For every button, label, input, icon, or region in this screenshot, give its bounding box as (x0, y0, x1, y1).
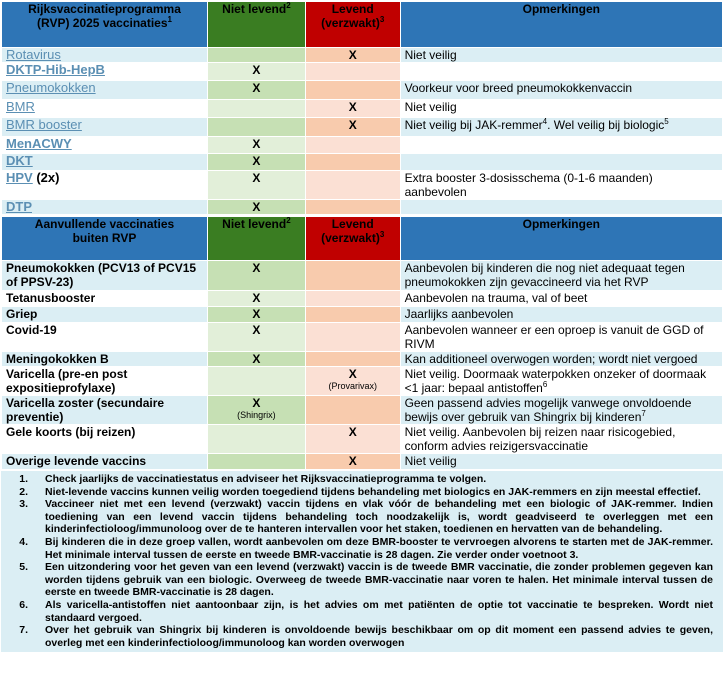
niet-levend-cell (208, 48, 306, 63)
niet-levend-cell (208, 118, 306, 137)
niet-levend-cell: X (208, 154, 306, 171)
remark-text: Niet veilig. Doormaak waterpokken onzeker of doormaak <1 jaar: bepaal antistoffen (404, 367, 707, 395)
footnote-text: Een uitzondering voor het geven van een levend (verzwakt) vaccin is de tweede BMR vaccinatie, die zonder problemen gegeven kan worden tijdens gebruik van een biologic. Overweeg de tweede BMR-vaccinatie naar voren te halen. Het minimale interval tussen de eerste en tweede BMR-vaccinatie is 28 dagen. (45, 561, 713, 599)
remark-cell (400, 396, 722, 425)
table-row (2, 291, 723, 307)
footnote-number: 1. (19, 473, 28, 485)
levend-cell (305, 323, 400, 352)
remark-text: Voorkeur voor breed pneumokokkenvaccin (404, 81, 633, 95)
levend-cell (305, 396, 400, 425)
vaccine-cell (2, 81, 208, 100)
niet-levend-cell (208, 352, 306, 367)
footnote-number: 7. (19, 624, 28, 637)
footnote (1, 624, 723, 649)
remark-footnote-ref: 6 (542, 380, 548, 389)
remark-cell (400, 367, 722, 396)
levend-cell: X (305, 48, 400, 63)
footnote-number: 6. (19, 598, 28, 611)
rvp-table (1, 1, 723, 215)
remark-text: Aanbevolen wanneer er een oproep is vanuit de GGD of RIVM (404, 323, 704, 351)
extra-table (1, 216, 723, 470)
niet-levend-mark: X (252, 323, 261, 337)
vaccine-name: Tetanusbooster (2, 291, 208, 307)
footnote (1, 486, 723, 499)
niet-levend-brand: (Shingrix) (237, 410, 276, 420)
remark-text: Aanbevolen na trauma, val of beet (404, 291, 588, 305)
vaccine-name: Griep (2, 307, 208, 323)
vaccine-name: Overige levende vaccins (2, 454, 208, 470)
table-row (2, 307, 723, 323)
remark-text: Geen passend advies mogelijk vanwege onvoldoende bewijs over gebruik van Shingrix bij kinderen (404, 396, 692, 424)
remark-text: Extra booster 3-dosisschema (0-1-6 maanden) aanbevolen (404, 171, 653, 199)
footnote-text: Bij kinderen die in deze groep vallen, wordt aanbevolen om deze BMR-booster te vervroegen alvorens te starten met de JAK-remmer. Het minimale interval tussen de eerste en tweede BMR-vaccinatie is 28 dagen. Zie verder onder voetnoot 3. (45, 535, 713, 561)
vaccine-name: Varicella (pre-en post expositieprofylaxe) (2, 367, 208, 396)
vaccine-cell (2, 171, 208, 200)
levend-mark: X (348, 454, 357, 468)
niet-levend-cell (208, 100, 306, 118)
levend-mark: X (348, 425, 357, 439)
header-niet-levend: Niet levend$^2$ (208, 217, 306, 261)
remark-text: Aanbevolen bij kinderen die nog niet adequaat tegen pneumokokken zijn gevaccineerd via het RVP (404, 261, 685, 289)
table-row (2, 154, 723, 171)
niet-levend-cell: X (208, 200, 306, 215)
table-row (2, 454, 723, 470)
niet-levend-cell (208, 454, 306, 470)
remark-footnote-ref: 7 (641, 409, 646, 418)
levend-cell (305, 137, 400, 154)
remark-text: Niet veilig (404, 48, 457, 62)
levend-cell (305, 454, 400, 470)
niet-levend-cell (208, 425, 306, 454)
remark-text-tail: . Wel veilig bij biologic (547, 118, 665, 132)
footnote-number: 2. (19, 485, 28, 498)
table-row (2, 63, 723, 81)
footnote (1, 498, 723, 536)
footnotes (1, 471, 723, 652)
table-row (2, 100, 723, 118)
levend-cell (305, 200, 400, 215)
vaccine-name: Meningokokken B (2, 352, 208, 367)
levend-cell (305, 63, 400, 81)
table-row (2, 48, 723, 63)
remark-text: Niet veilig (404, 100, 457, 114)
remark-cell (400, 48, 722, 63)
remark-cell (400, 81, 722, 100)
remark-cell (400, 291, 722, 307)
niet-levend-mark: X (252, 261, 261, 275)
footnote-text: Vaccineer niet met een levend (verzwakt) vaccin tijdens en vlak vóór de behandeling met een biologic of JAK-remmer. Indien toediening van een levend vaccin tijdens behandeling toch noodzakelijk is, wordt geadviseerd te overleggen met een kinderinfectioloog/immunoloog over de te hanteren intervallen voor het staken, toedienen en hervatten van de behandeling. (45, 498, 713, 536)
remark-cell (400, 171, 722, 200)
extra-header-title: Aanvullende vaccinaties buiten RVP (2, 217, 208, 261)
footnote-number: 5. (19, 561, 28, 574)
levend-cell (305, 261, 400, 291)
vaccine-link[interactable]: BMR booster (6, 117, 82, 132)
header-levend: Levend (verzwakt)$^3$ (305, 2, 400, 48)
vaccine-link[interactable]: HPV (6, 170, 33, 185)
vaccine-name: Varicella zoster (secundaire preventie) (2, 396, 208, 425)
footnote-text: Niet-levende vaccins kunnen veilig worden toegediend tijdens behandeling met biologics en JAK-remmers en zijn meestal effectief. (45, 485, 701, 498)
table-row (2, 171, 723, 200)
niet-levend-cell (208, 307, 306, 323)
table-row (2, 367, 723, 396)
rvp-header-row (2, 2, 723, 48)
remark-cell (400, 63, 722, 81)
vaccine-cell (2, 154, 208, 171)
remark-cell (400, 100, 722, 118)
extra-header-row (2, 217, 723, 261)
vaccination-overview (1, 1, 723, 652)
remark-footnote-ref: 4 (542, 117, 548, 126)
table-row (2, 425, 723, 454)
levend-cell (305, 425, 400, 454)
levend-cell (305, 352, 400, 367)
remark-cell (400, 425, 722, 454)
footnote-text: Check jaarlijks de vaccinatiestatus en adviseer het Rijksvaccinatieprogramma te volgen. (45, 473, 487, 485)
vaccine-link[interactable]: BMR (6, 99, 35, 114)
header-opmerkingen: Opmerkingen (400, 2, 722, 48)
niet-levend-mark: X (252, 396, 261, 410)
table-row (2, 81, 723, 100)
levend-mark: X (348, 367, 357, 381)
remark-cell (400, 307, 722, 323)
header-levend: Levend (verzwakt)$^3$ (305, 217, 400, 261)
vaccine-name: Pneumokokken (PCV13 of PCV15 of PPSV-23) (2, 261, 208, 291)
vaccine-link[interactable]: DKT (6, 153, 33, 168)
levend-cell (305, 154, 400, 171)
footnote (1, 561, 723, 599)
header-niet-levend: Niet levend$^2$ (208, 2, 306, 48)
footnote-number: 4. (19, 535, 28, 548)
remark-cell (400, 352, 722, 367)
table-row (2, 261, 723, 291)
remark-footnote-ref: 5 (664, 117, 669, 126)
niet-levend-cell: X (208, 81, 306, 100)
footnote-number: 3. (19, 498, 28, 511)
vaccine-cell (2, 100, 208, 118)
levend-cell (305, 367, 400, 396)
remark-cell (400, 154, 722, 171)
levend-brand: (Provarivax) (328, 381, 377, 391)
niet-levend-cell: X (208, 137, 306, 154)
vaccine-cell (2, 137, 208, 154)
niet-levend-cell (208, 261, 306, 291)
table-row (2, 352, 723, 367)
remark-cell (400, 118, 722, 137)
rvp-header-title: Rijksvaccinatieprogramma (RVP) 2025 vaccinaties$^1$ (2, 2, 208, 48)
table-row (2, 118, 723, 137)
niet-levend-cell (208, 291, 306, 307)
remark-text: Jaarlijks aanbevolen (404, 307, 514, 321)
vaccine-link[interactable]: DKTP-Hib-HepB (6, 62, 105, 77)
header-opmerkingen: Opmerkingen (400, 217, 722, 261)
vaccine-link[interactable]: Pneumokokken (6, 80, 96, 95)
levend-cell (305, 291, 400, 307)
remark-cell (400, 137, 722, 154)
levend-cell: X (305, 118, 400, 137)
levend-cell (305, 81, 400, 100)
remark-text: Kan additioneel overwogen worden; wordt niet vergoed (404, 352, 698, 366)
vaccine-name: Gele koorts (bij reizen) (2, 425, 208, 454)
vaccine-link[interactable]: MenACWY (6, 136, 72, 151)
remark-text: Niet veilig. Aanbevolen bij reizen naar risicogebied, conform advies reizigersvaccinatie (404, 425, 676, 453)
niet-levend-cell (208, 367, 306, 396)
niet-levend-cell: X (208, 63, 306, 81)
remark-cell (400, 454, 722, 470)
footnote (1, 599, 723, 624)
vaccine-cell (2, 63, 208, 81)
remark-text: Niet veilig bij JAK-remmer (404, 118, 543, 132)
footnote-text: Over het gebruik van Shingrix bij kinderen is onvoldoende bewijs beschikbaar om op dit moment een passend advies te geven, overleg met een kinderinfectioloog/immunoloog kan worden overwogen (45, 624, 713, 649)
niet-levend-cell (208, 396, 306, 425)
table-row (2, 200, 723, 215)
remark-cell (400, 261, 722, 291)
niet-levend-cell (208, 323, 306, 352)
niet-levend-cell: X (208, 171, 306, 200)
vaccine-suffix: (2x) (32, 170, 60, 185)
vaccine-link[interactable]: DTP (6, 199, 32, 214)
table-row (2, 396, 723, 425)
footnote-text: Als varicella-antistoffen niet aantoonbaar zijn, is het advies om met patiënten de optie tot vaccinatie te bespreken. Wordt niet standaard vergoed. (45, 598, 713, 624)
levend-cell: X (305, 100, 400, 118)
niet-levend-mark: X (252, 291, 261, 305)
footnote (1, 473, 723, 486)
vaccine-name: Covid-19 (2, 323, 208, 352)
niet-levend-mark: X (252, 352, 261, 366)
remark-text: Niet veilig (404, 454, 457, 468)
table-row (2, 323, 723, 352)
vaccine-cell (2, 118, 208, 137)
levend-cell (305, 307, 400, 323)
remark-cell (400, 323, 722, 352)
table-row (2, 137, 723, 154)
footnote (1, 536, 723, 561)
remark-cell (400, 200, 722, 215)
vaccine-cell (2, 48, 208, 63)
vaccine-cell (2, 200, 208, 215)
niet-levend-mark: X (252, 307, 261, 321)
levend-cell (305, 171, 400, 200)
vaccine-link[interactable]: Rotavirus (6, 47, 61, 62)
